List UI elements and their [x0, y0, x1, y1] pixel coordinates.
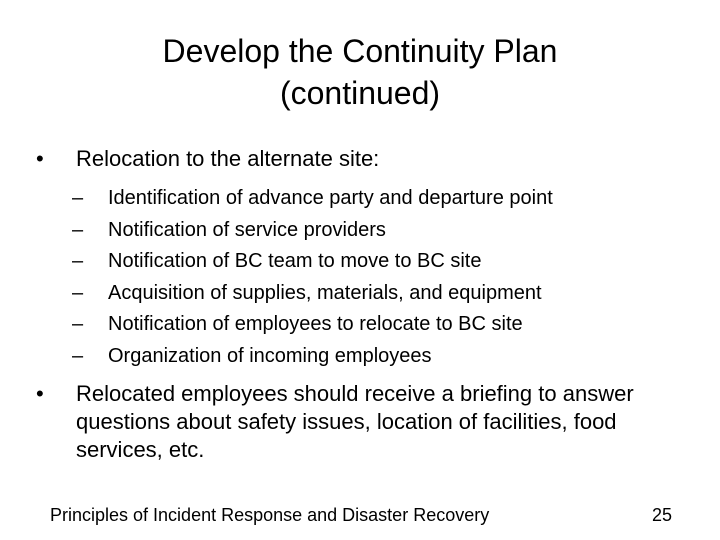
sub-item-text: Identification of advance party and departure point — [108, 187, 553, 209]
slide-title-line-2: (continued) — [279, 75, 441, 111]
sub-item-text: Notification of employees to relocate to BC site — [108, 313, 523, 335]
dash-marker: – — [72, 250, 84, 272]
bullet-marker: • — [36, 381, 44, 406]
relocation-sub-list — [36, 183, 686, 372]
slide-title — [0, 30, 720, 114]
sub-item-supplies — [36, 278, 686, 310]
slide-content — [36, 145, 686, 464]
bullet-text: Relocated employees should receive a briefing to answer questions about safety issues, location of facilities, food services, etc. — [76, 381, 634, 462]
dash-marker: – — [72, 187, 84, 209]
dash-marker: – — [72, 313, 84, 335]
bullet-text: Relocation to the alternate site: — [76, 146, 380, 171]
dash-marker: – — [72, 344, 84, 367]
bullet-briefing — [36, 380, 686, 464]
sub-item-text: Organization of incoming employees — [108, 344, 432, 367]
page-number: 25 — [651, 505, 672, 525]
bullet-marker: • — [36, 146, 44, 171]
sub-item-employees-relocate — [36, 309, 686, 341]
bullet-relocation — [36, 145, 686, 173]
sub-item-text: Notification of service providers — [108, 218, 386, 241]
sub-item-text: Notification of BC team to move to BC site — [108, 250, 482, 272]
sub-item-incoming-employees — [36, 341, 686, 373]
dash-marker: – — [72, 218, 84, 241]
sub-item-bc-team — [36, 246, 686, 278]
sub-item-text: Acquisition of supplies, materials, and equipment — [108, 281, 542, 304]
slide-title-line-1: Develop the Continuity Plan — [162, 33, 558, 69]
sub-item-identification — [36, 183, 686, 215]
sub-item-service-providers — [36, 215, 686, 247]
dash-marker: – — [72, 281, 84, 304]
slide-footer: Principles of Incident Response and Disaster Recovery — [50, 505, 490, 525]
